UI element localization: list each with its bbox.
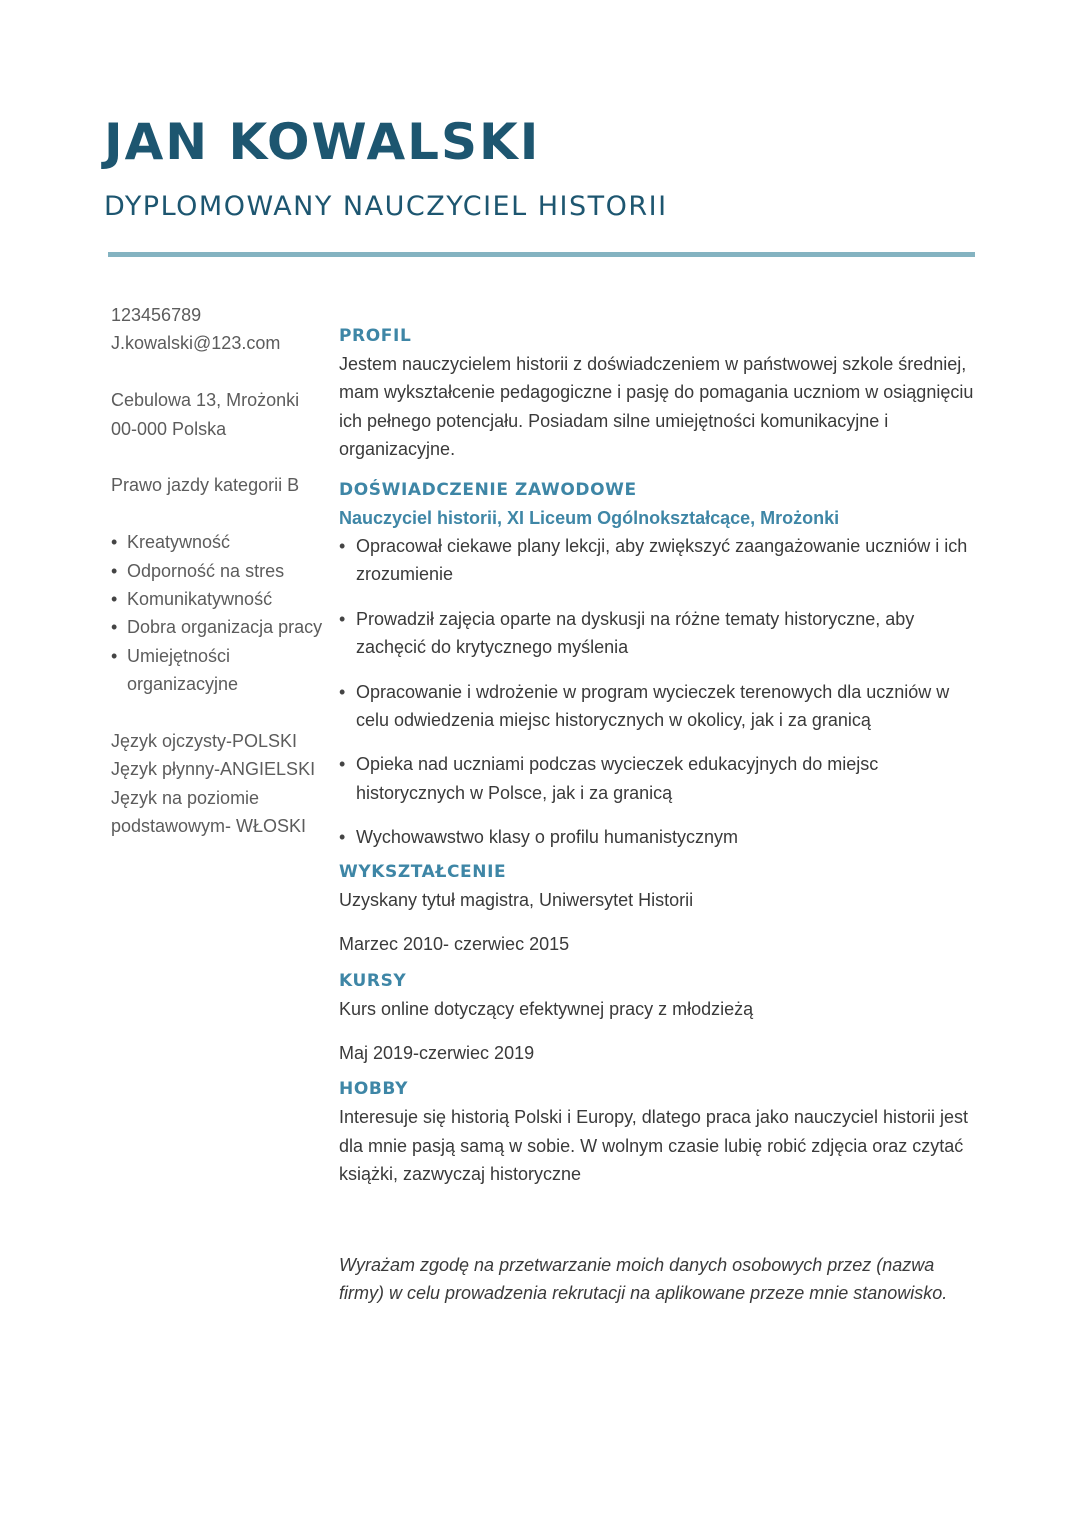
education-dates: Marzec 2010- czerwiec 2015 [339, 934, 570, 955]
experience-list [339, 532, 984, 852]
job-title: DYPLOMOWANY NAUCZYCIEL HISTORII [104, 191, 668, 222]
course-dates: Maj 2019-czerwiec 2019 [339, 1042, 535, 1063]
gdpr-consent: Wyrażam zgodę na przetwarzanie moich danych osobowych przez (nazwa firmy) w celu prowadzenia rekrutacji na aplikowane przeze mnie stanowisko. [339, 1254, 948, 1303]
experience-item: • Wychowawstwo klasy o profilu humanistycznym [339, 823, 984, 851]
language-item: Język ojczysty-POLSKI [111, 731, 298, 752]
language-item: Język płynny-ANGIELSKI [111, 759, 316, 780]
experience-heading: DOŚWIADCZENIE ZAWODOWE [339, 479, 637, 500]
header-divider [108, 252, 975, 257]
driving-license: Prawo jazdy kategorii B [111, 475, 300, 496]
hobby-text: Interesuje się historią Polski i Europy, dlatego praca jako nauczyciel historii jest dla mnie pasją samą w sobie. W wolnym czasie lubię robić zdjęcia oraz czytać książki, zazwyczaj historyczne [339, 1107, 968, 1185]
courses-heading: KURSY [339, 970, 407, 991]
experience-role: Nauczyciel historii, XI Liceum Ogólnokształcące, Mrożonki [339, 507, 840, 528]
education-degree: Uzyskany tytuł magistra, Uniwersytet Historii [339, 889, 694, 910]
profile-text: Jestem nauczycielem historii z doświadczeniem w państwowej szkole średniej, mam wykształcenie pedagogiczne i pasję do pomagania uczniom w osiągnięciu ich pełnego potencjału. Posiadam silne umiejętności komunikacyjne i organizacyjne. [339, 354, 974, 460]
skills-list [111, 528, 326, 698]
main-content [339, 322, 984, 1307]
course-name: Kurs online dotyczący efektywnej pracy z młodzieżą [339, 998, 754, 1019]
address-line-2: 00-000 Polska [111, 418, 227, 439]
candidate-name: JAN KOWALSKI [104, 113, 541, 171]
education-heading: WYKSZTAŁCENIE [339, 861, 507, 882]
sidebar [111, 301, 326, 841]
phone: 123456789 [111, 305, 202, 325]
skill-item: • Umiejętności organizacyjne [111, 642, 326, 699]
profile-heading: PROFIL [339, 326, 412, 346]
address-line-1: Cebulowa 13, Mrożonki [111, 390, 300, 411]
skill-item: • Dobra organizacja pracy [111, 613, 326, 641]
experience-item: • Opracował ciekawe plany lekcji, aby zwiększyć zaangażowanie uczniów i ich zrozumienie [339, 532, 984, 589]
experience-item: • Opracowanie i wdrożenie w program wycieczek terenowych dla uczniów w celu odwiedzenia miejsc historycznych w okolicy, jak i za granicą [339, 678, 984, 735]
skill-item: • Odporność na stres [111, 557, 326, 585]
skill-item: • Kreatywność [111, 528, 326, 556]
skill-item: • Komunikatywność [111, 585, 326, 613]
hobby-heading: HOBBY [339, 1079, 408, 1100]
experience-item: • Opieka nad uczniami podczas wycieczek edukacyjnych do miejsc historycznych w Polsce, jak i za granicą [339, 750, 984, 807]
email: J.kowalski@123.com [111, 333, 281, 354]
language-item: Język na poziomie podstawowym- WŁOSKI [111, 787, 307, 837]
experience-item: • Prowadził zajęcia oparte na dyskusji na różne tematy historyczne, aby zachęcić do krytycznego myślenia [339, 605, 984, 662]
